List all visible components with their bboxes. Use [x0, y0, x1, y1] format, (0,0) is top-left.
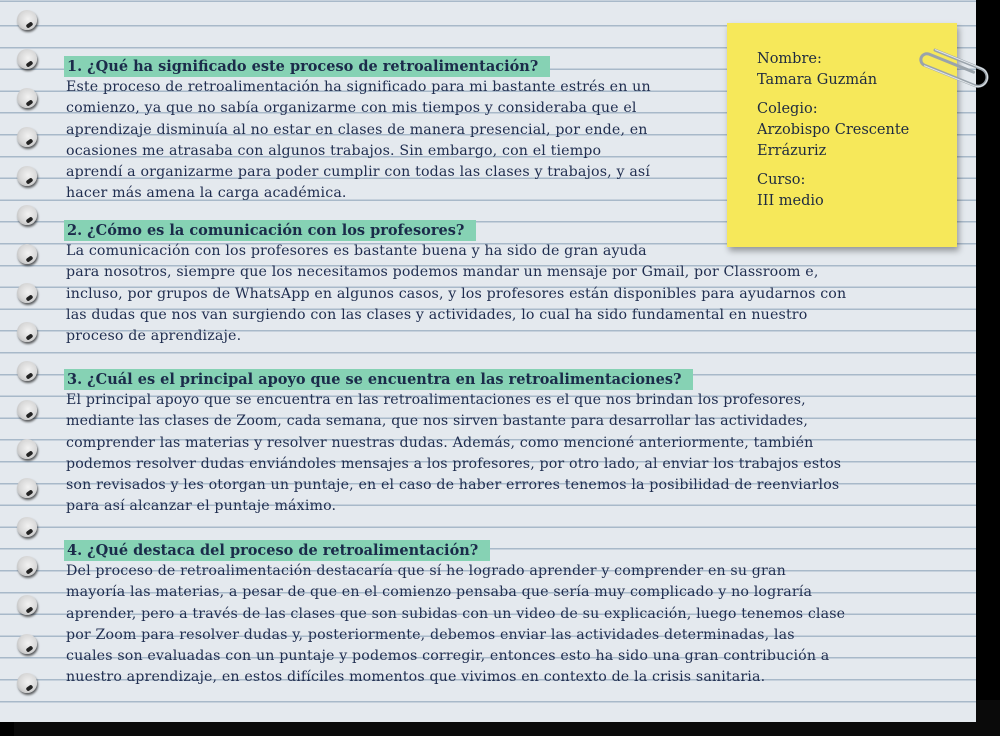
binder-hole-icon — [17, 205, 37, 225]
answer-line: cuales son evaluadas con un puntaje y podemos corregir, entonces esto ha sido una gran contribución a — [66, 648, 830, 665]
binder-hole-icon — [17, 400, 37, 420]
school-value-line2: Errázuriz — [757, 143, 827, 159]
binder-hole-icon — [17, 88, 37, 108]
answer-line: podemos resolver dudas enviándoles mensajes a los profesores, por otro lado, al enviar los trabajos estos — [66, 455, 842, 472]
answer-line: nuestro aprendizaje, en estos difíciles momentos que vivimos en contexto de la crisis sanitaria. — [66, 669, 766, 686]
answer-line: hacer más amena la carga académica. — [66, 185, 347, 202]
answer-line: para así alcanzar el puntaje máximo. — [66, 498, 337, 515]
answer-line: mayoría las materias, a pesar de que en el comienzo pensaba que sería muy complicado y no lograría — [66, 584, 813, 601]
answer-line: Del proceso de retroalimentación destacaría que sí he logrado aprender y comprender en su gran — [66, 563, 786, 579]
binder-holes — [17, 10, 39, 710]
question-heading: 2. ¿Cómo es la comunicación con los profesores? — [64, 220, 476, 241]
answer-line: La comunicación con los profesores es bastante buena y ha sido de gran ayuda — [66, 243, 647, 259]
binder-hole-icon — [17, 322, 37, 342]
question-3 — [66, 369, 936, 518]
binder-hole-icon — [17, 166, 37, 186]
answer-line: aprender, pero a través de las clases que son subidas con un video de su explicación, luego tenemos clase — [66, 605, 846, 622]
answer-line: incluso, por grupos de WhatsApp en algunos casos, y los profesores están disponibles para ayudarnos con — [66, 285, 847, 302]
answer-line: Este proceso de retroalimentación ha significado para mi bastante estrés en un — [66, 79, 651, 95]
answer-line: ocasiones me atrasaba con algunos trabajos. Sin embargo, con el tiempo — [66, 142, 602, 159]
answer-line: aprendí a organizarme para poder cumplir con todas las clases y trabajos, y así — [66, 164, 651, 181]
paperclip-icon — [916, 38, 1000, 98]
course-label: Curso: — [757, 172, 806, 188]
question-heading: 3. ¿Cuál es el principal apoyo que se encuentra en las retroalimentaciones? — [64, 369, 693, 390]
question-heading: 1. ¿Qué ha significado este proceso de retroalimentación? — [64, 56, 550, 77]
binder-hole-icon — [17, 517, 37, 537]
binder-hole-icon — [17, 556, 37, 576]
binder-hole-icon — [17, 634, 37, 654]
answer-line: proceso de aprendizaje. — [66, 328, 242, 345]
answer-line: mediante las clases de Zoom, cada semana, que nos sirven bastante para desarrollar las actividades, — [66, 413, 808, 430]
binder-hole-icon — [17, 283, 37, 303]
answer-line: las dudas que nos van surgiendo con las clases y actividades, lo cual ha sido fundamental en nuestro — [66, 306, 808, 323]
question-4 — [66, 540, 936, 689]
binder-hole-icon — [17, 244, 37, 264]
answer-line: son revisados y les otorgan un puntaje, en el caso de haber errores tenemos la posibilidad de reenviarlos — [66, 477, 840, 494]
binder-hole-icon — [17, 10, 37, 30]
school-value-line1: Arzobispo Crescente — [757, 122, 910, 138]
course-value: III medio — [757, 193, 824, 209]
answer-line: por Zoom para resolver dudas y, posteriormente, debemos enviar las actividades determinadas, las — [66, 626, 795, 643]
question-heading: 4. ¿Qué destaca del proceso de retroalimentación? — [64, 540, 490, 561]
answer-line: aprendizaje disminuía al no estar en clases de manera presencial, por ende, en — [66, 121, 648, 138]
binder-hole-icon — [17, 49, 37, 69]
binder-hole-icon — [17, 439, 37, 459]
binder-hole-icon — [17, 478, 37, 498]
answer-line: comprender las materias y resolver nuestras dudas. Además, como mencioné anteriormente, también — [66, 434, 814, 451]
binder-hole-icon — [17, 673, 37, 693]
answer-line: para nosotros, siempre que los necesitamos podemos mandar un mensaje por Gmail, por Classroom e, — [66, 264, 819, 281]
binder-hole-icon — [17, 595, 37, 615]
binder-hole-icon — [17, 361, 37, 381]
name-label: Nombre: — [757, 51, 822, 67]
answer-line: El principal apoyo que se encuentra en las retroalimentaciones es el que nos brindan los profesores, — [66, 392, 806, 408]
answer-line: comienzo, ya que no sabía organizarme con mis tiempos y consideraba que el — [66, 100, 637, 117]
binder-hole-icon — [17, 127, 37, 147]
school-label: Colegio: — [757, 101, 818, 117]
name-value: Tamara Guzmán — [757, 72, 878, 88]
